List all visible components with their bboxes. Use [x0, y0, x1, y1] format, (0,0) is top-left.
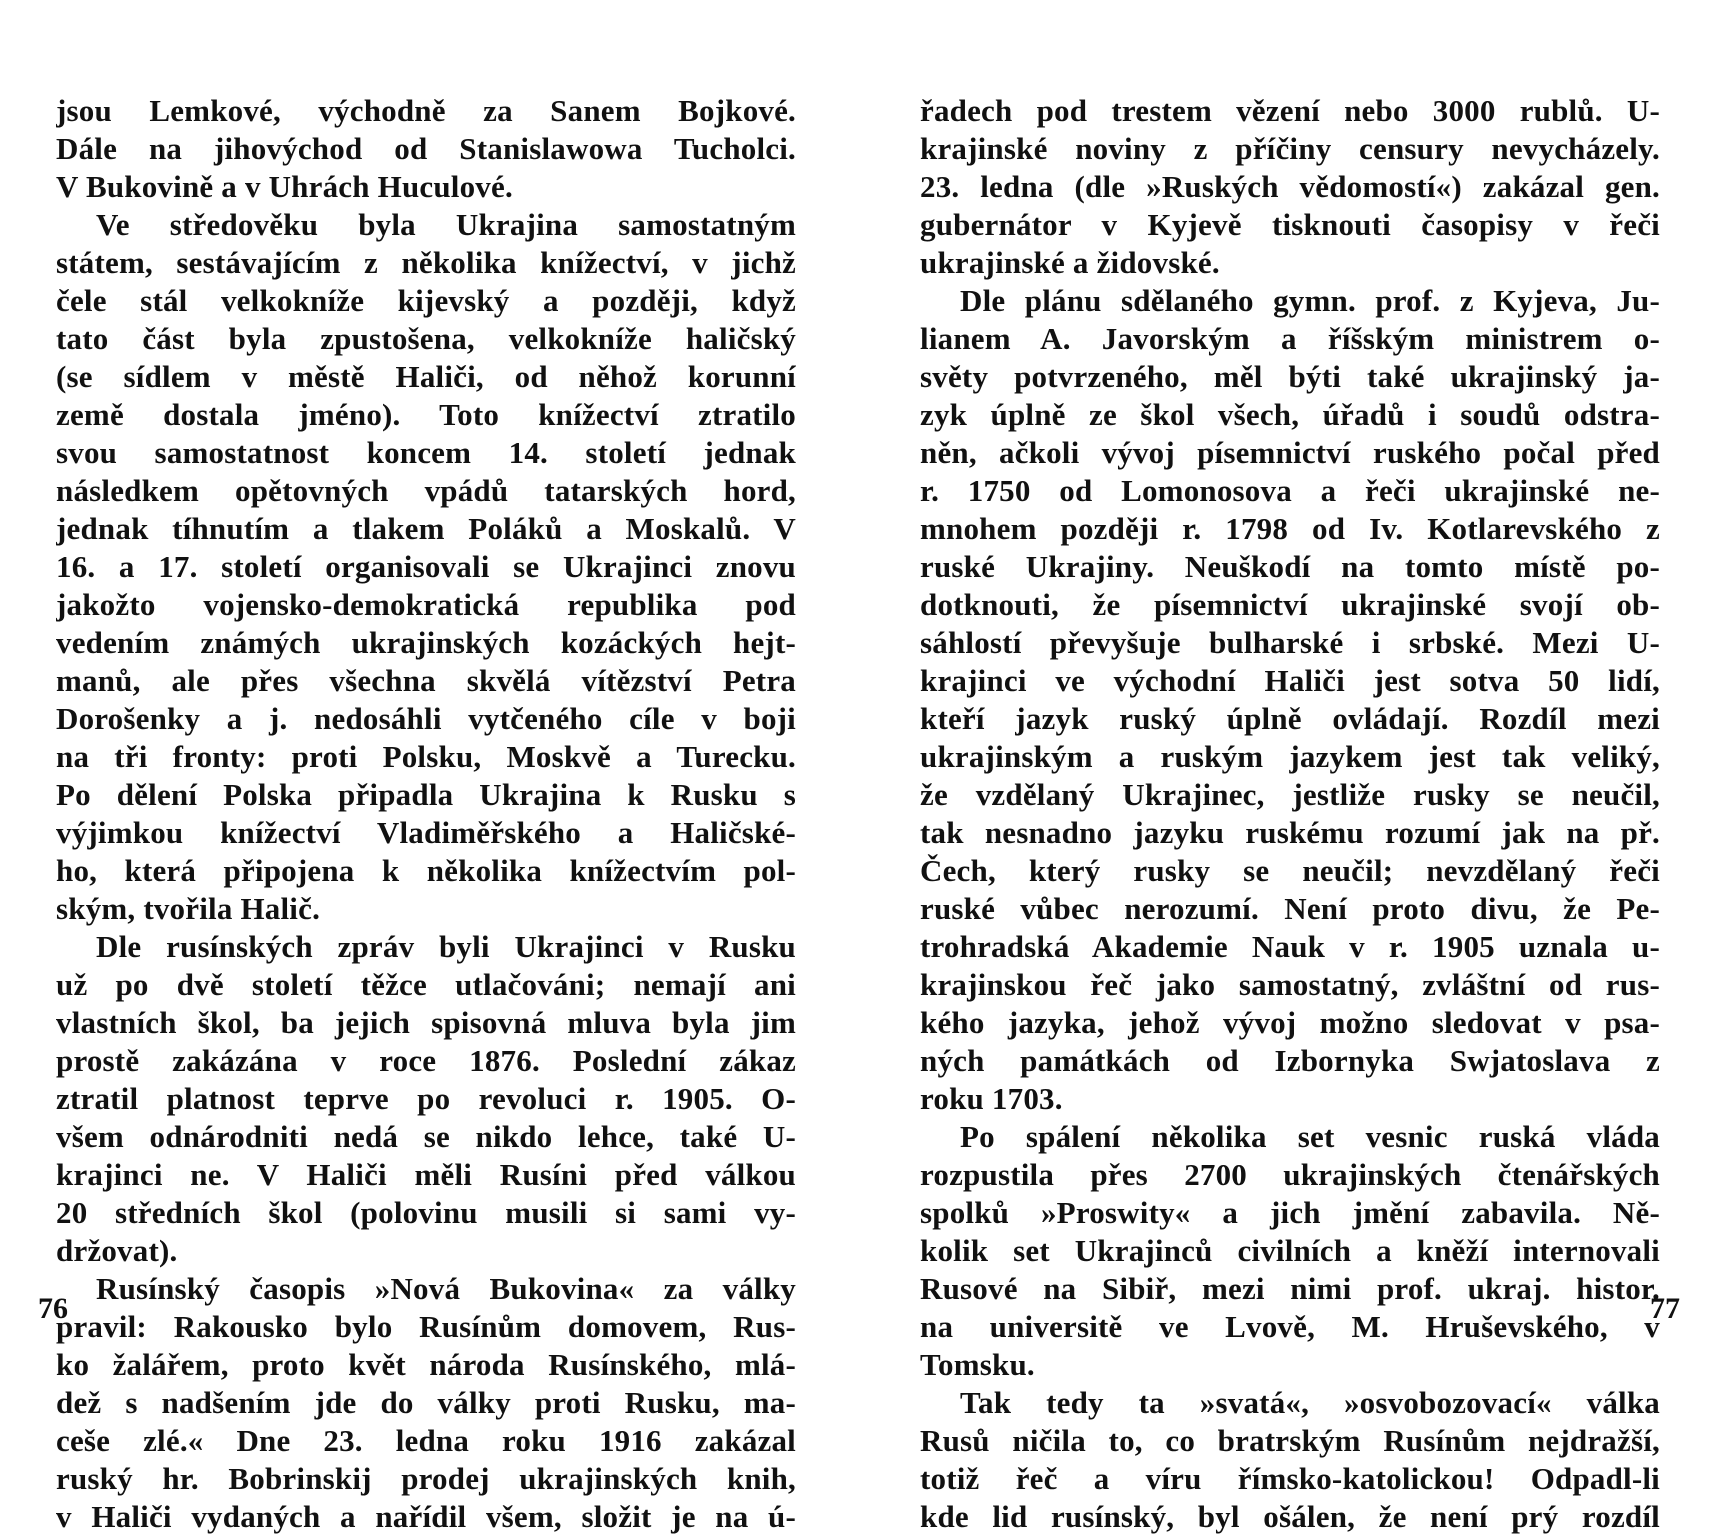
text-line: sáhlostí převyšuje bulharské i srbské. Mezi U-: [920, 625, 1660, 660]
text-line: ukrajinským a ruským jazykem jest tak veliký,: [920, 739, 1660, 774]
text-line: Dle rusínských zpráv byli Ukrajinci v Rusku: [96, 929, 796, 964]
text-line: držovat).: [56, 1233, 178, 1268]
text-line: země dostala jméno). Toto knížectví ztratilo: [56, 397, 796, 432]
text-line: krajinské noviny z příčiny censury nevycházely.: [920, 131, 1660, 166]
text-line: Rusů ničila to, co bratrským Rusínům nejdražší,: [920, 1423, 1660, 1458]
text-line: Po dělení Polska připadla Ukrajina k Rusku s: [56, 777, 796, 812]
text-line: Tomsku.: [920, 1347, 1035, 1382]
text-line: kde lid rusínský, byl ošálen, že není prý rozdíl: [920, 1499, 1660, 1534]
text-line: krajinci ne. V Haliči měli Rusíni před válkou: [56, 1157, 796, 1192]
text-line: vlastních škol, ba jejich spisovná mluva byla jim: [56, 1005, 796, 1040]
text-line: na universitě ve Lvově, M. Hruševského, v: [920, 1309, 1660, 1344]
text-line: lianem A. Javorským a říšským ministrem o-: [920, 321, 1660, 356]
text-line: krajinci ve východní Haliči jest sotva 50 lidí,: [920, 663, 1660, 698]
text-line: dež s nadšením jde do války proti Rusku, ma-: [56, 1385, 796, 1420]
text-line: manů, ale přes všechna skvělá vítězství Petra: [56, 663, 796, 698]
text-line: mnohem později r. 1798 od Iv. Kotlarevského z: [920, 511, 1660, 546]
text-line: rozpustila přes 2700 ukrajinských čtenářských: [920, 1157, 1660, 1192]
left-page-text: [56, 92, 796, 1536]
text-line: kého jazyka, jehož vývoj možno sledovat v psa-: [920, 1005, 1660, 1040]
text-line: 20 středních škol (polovinu musili si sami vy-: [56, 1195, 796, 1230]
text-line: čele stál velkokníže kijevský a později, když: [56, 283, 796, 318]
text-line: jednak tíhnutím a tlakem Poláků a Moskalů. V: [56, 511, 796, 546]
text-line: totiž řeč a víru římsko-katolickou! Odpadl-li: [920, 1461, 1660, 1496]
text-line: řadech pod trestem vězení nebo 3000 rublů. U-: [920, 93, 1660, 128]
text-line: Dorošenky a j. nedosáhli vytčeného cíle v boji: [56, 701, 796, 736]
text-line: 23. ledna (dle »Ruských vědomostí«) zakázal gen.: [920, 169, 1660, 204]
text-line: gubernátor v Kyjevě tisknouti časopisy v řeči: [920, 207, 1660, 242]
text-line: ruský hr. Bobrinskij prodej ukrajinských knih,: [56, 1461, 796, 1496]
text-line: státem, sestávajícím z několika knížectví, v jichž: [56, 245, 796, 280]
text-line: svou samostatnost koncem 14. století jednak: [56, 435, 796, 470]
text-line: světy potvrzeného, měl býti také ukrajinský ja-: [920, 359, 1660, 394]
text-line: ruské Ukrajiny. Neuškodí na tomto místě po-: [920, 549, 1660, 584]
text-line: něn, ačkoli vývoj písemnictví ruského počal před: [920, 435, 1660, 470]
text-line: kteří jazyk ruský úplně ovládají. Rozdíl mezi: [920, 701, 1660, 736]
text-line: roku 1703.: [920, 1081, 1063, 1116]
text-line: už po dvě století těžce utlačováni; nemají ani: [56, 967, 796, 1002]
text-line: ztratil platnost teprve po revoluci r. 1905. O-: [56, 1081, 796, 1116]
text-line: na tři fronty: proti Polsku, Moskvě a Turecku.: [56, 739, 796, 774]
right-page: [920, 92, 1680, 1534]
text-line: jsou Lemkové, východně za Sanem Bojkové.: [56, 93, 796, 128]
text-line: V Bukovině a v Uhrách Huculové.: [56, 169, 513, 204]
text-line: Rusínský časopis »Nová Bukovina« za války: [96, 1271, 796, 1306]
text-line: Tak tedy ta »svatá«, »osvobozovací« válka: [960, 1385, 1660, 1420]
text-line: Dle plánu sdělaného gymn. prof. z Kyjeva, Ju-: [960, 283, 1660, 318]
text-line: vedením známých ukrajinských kozáckých hejt-: [56, 625, 796, 660]
text-line: 16. a 17. století organisovali se Ukrajinci znovu: [56, 549, 796, 584]
text-line: ho, která připojena k několika knížectvím pol-: [56, 853, 796, 888]
text-line: Ve středověku byla Ukrajina samostatným: [96, 207, 796, 242]
text-line: jakožto vojensko-demokratická republika pod: [56, 587, 796, 622]
text-line: Po spálení několika set vesnic ruská vláda: [960, 1119, 1660, 1154]
text-line: ceše zlé.« Dne 23. ledna roku 1916 zakázal: [56, 1423, 796, 1458]
text-line: tato část byla zpustošena, velkokníže haličský: [56, 321, 796, 356]
text-line: výjimkou knížectví Vladiměřského a Haličské-: [56, 815, 796, 850]
text-line: (se sídlem v městě Haliči, od něhož korunní: [56, 359, 796, 394]
text-line: ných památkách od Izbornyka Swjatoslava z: [920, 1043, 1660, 1078]
text-line: tak nesnadno jazyku ruskému rozumí jak na př.: [920, 815, 1660, 850]
text-line: krajinskou řeč jako samostatný, zvláštní od rus-: [920, 967, 1660, 1002]
right-page-text: [920, 92, 1660, 1536]
text-line: ko žalářem, proto květ národa Rusínského, mlá-: [56, 1347, 796, 1382]
right-page-number: 77: [1650, 1292, 1680, 1325]
left-page-number: 76: [38, 1292, 68, 1325]
text-line: trohradská Akademie Nauk v r. 1905 uznala u-: [920, 929, 1660, 964]
text-line: r. 1750 od Lomonosova a řeči ukrajinské ne-: [920, 473, 1660, 508]
text-line: prostě zakázána v roce 1876. Poslední zákaz: [56, 1043, 796, 1078]
text-line: všem odnárodniti nedá se nikdo lehce, také U-: [56, 1119, 796, 1154]
text-line: ruské vůbec nerozumí. Není proto divu, že Pe-: [920, 891, 1660, 926]
text-line: kolik set Ukrajinců civilních a kněží internovali: [920, 1233, 1660, 1268]
text-line: ukrajinské a židovské.: [920, 245, 1220, 280]
text-line: Dále na jihovýchod od Stanislawowa Tucholci.: [56, 131, 796, 166]
text-line: Rusové na Sibiř, mezi nimi prof. ukraj. histor.: [920, 1271, 1660, 1306]
text-line: ským, tvořila Halič.: [56, 891, 321, 926]
text-line: dotknouti, že písemnictví ukrajinské svojí ob-: [920, 587, 1660, 622]
text-line: že vzdělaný Ukrajinec, jestliže rusky se neučil,: [920, 777, 1660, 812]
text-line: v Haliči vydaných a nařídil všem, složit je na ú-: [56, 1499, 796, 1534]
text-line: spolků »Proswity« a jich jmění zabavila. Ně-: [920, 1195, 1660, 1230]
text-line: zyk úplně ze škol všech, úřadů i soudů odstra-: [920, 397, 1660, 432]
text-line: následkem opětovných vpádů tatarských hord,: [56, 473, 796, 508]
text-line: pravil: Rakousko bylo Rusínům domovem, Rus-: [56, 1309, 796, 1344]
left-page: [38, 92, 796, 1534]
text-line: Čech, který rusky se neučil; nevzdělaný řeči: [920, 853, 1660, 888]
